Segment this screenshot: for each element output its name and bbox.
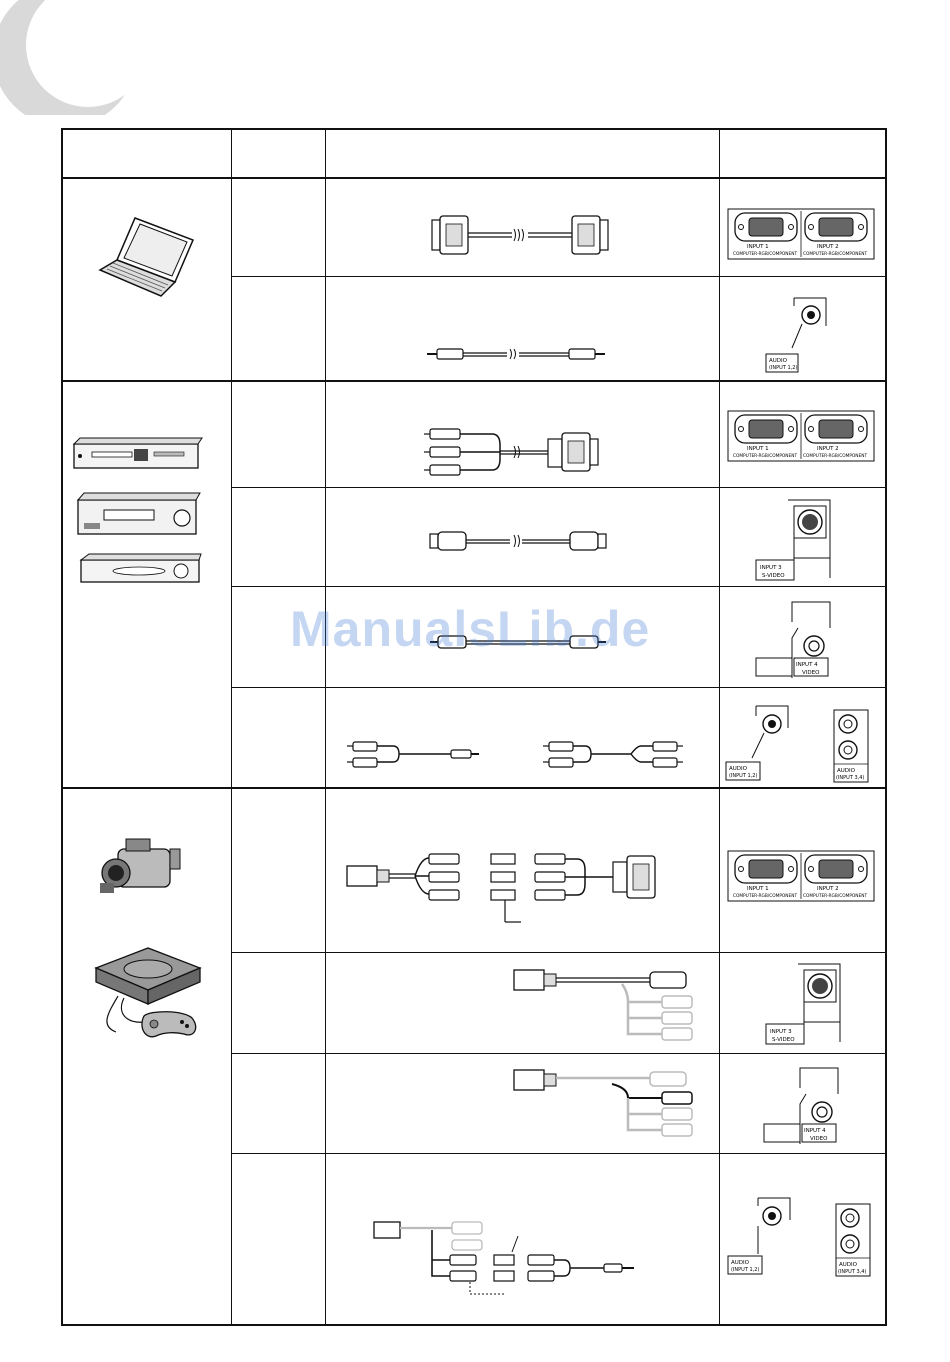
rgb-cable-icon [430,212,610,262]
audio-cables-icon [345,740,685,770]
camcorder-icon [96,835,186,905]
audio-label: AUDIO [769,358,787,364]
audio-input-34-label: (INPUT 3,4) [838,1269,867,1275]
s-video-cable-icon [428,530,608,552]
audio-input-12-label: (INPUT 1,2) [769,365,798,371]
set-top-box-icon [79,552,201,586]
row-divider [231,1053,885,1054]
video-label: VIDEO [802,670,820,676]
dvd-player-icon [72,436,202,472]
row-divider [231,487,885,488]
game-console-icon [88,938,208,1046]
row-divider [231,952,885,953]
row-divider [231,1153,885,1154]
section-divider [63,380,885,382]
audio-input-terminals [724,700,874,784]
rgb-component-label: COMPUTER-RGB/COMPONENT [803,894,868,899]
s-video-label: S-VIDEO [762,573,785,579]
video-input-4-terminal [762,1064,844,1146]
rgb-input-terminals-panel [727,410,875,462]
audio-cable-icon [425,345,607,363]
vcr-icon [76,490,201,538]
audio-label: AUDIO [729,766,747,772]
video-input-4-terminal [754,598,836,680]
component-cable-icon [422,425,602,479]
row-divider [231,586,885,587]
input-1-label: INPUT 1 [747,446,769,452]
video-label: VIDEO [810,1136,828,1142]
audio-input-34-label: (INPUT 3,4) [836,775,865,781]
av-cable-audio-icon [372,1218,640,1296]
rgb-component-label: COMPUTER-RGB/COMPONENT [733,454,798,459]
column-divider [719,130,720,1324]
input-3-label: INPUT 3 [770,1029,792,1035]
rgb-input-terminals-panel [727,850,875,902]
audio-input-12-label: (INPUT 1,2) [729,773,758,779]
rgb-component-label: COMPUTER-RGB/COMPONENT [733,894,798,899]
s-video-input-3-terminal [764,962,844,1046]
rgb-component-label: COMPUTER-RGB/COMPONENT [733,252,798,257]
audio-label: AUDIO [731,1260,749,1266]
component-adapter-cable-icon [345,850,663,926]
column-divider [325,130,326,1324]
input-1-label: INPUT 1 [747,244,769,250]
rgb-component-label: COMPUTER-RGB/COMPONENT [803,252,868,257]
page-corner-decoration [0,0,135,115]
input-2-label: INPUT 2 [817,886,839,892]
s-video-input-3-terminal [754,498,834,582]
input-2-label: INPUT 2 [817,244,839,250]
input-2-label: INPUT 2 [817,446,839,452]
audio-label: AUDIO [839,1262,857,1268]
input-1-label: INPUT 1 [747,886,769,892]
header-divider [63,177,885,179]
input-2-terminal [805,213,867,241]
column-divider [231,130,232,1324]
watermark: ManualsLib.de [290,601,651,657]
input-4-label: INPUT 4 [804,1128,826,1134]
audio-label: AUDIO [837,768,855,774]
av-cable-video-icon [512,1068,702,1146]
input-3-label: INPUT 3 [760,565,782,571]
input-1-terminal [735,213,797,241]
s-video-label: S-VIDEO [772,1037,795,1043]
section-divider [63,787,885,789]
rgb-input-terminals-panel [727,208,875,260]
input-4-label: INPUT 4 [796,662,818,668]
audio-input-12-terminal [764,296,834,376]
av-cable-s-video-icon [512,968,702,1050]
audio-input-terminals [726,1192,876,1280]
row-divider [231,687,885,688]
row-divider [231,276,885,277]
laptop-icon [95,210,205,300]
rgb-component-label: COMPUTER-RGB/COMPONENT [803,454,868,459]
audio-input-12-label: (INPUT 1,2) [731,1267,760,1273]
